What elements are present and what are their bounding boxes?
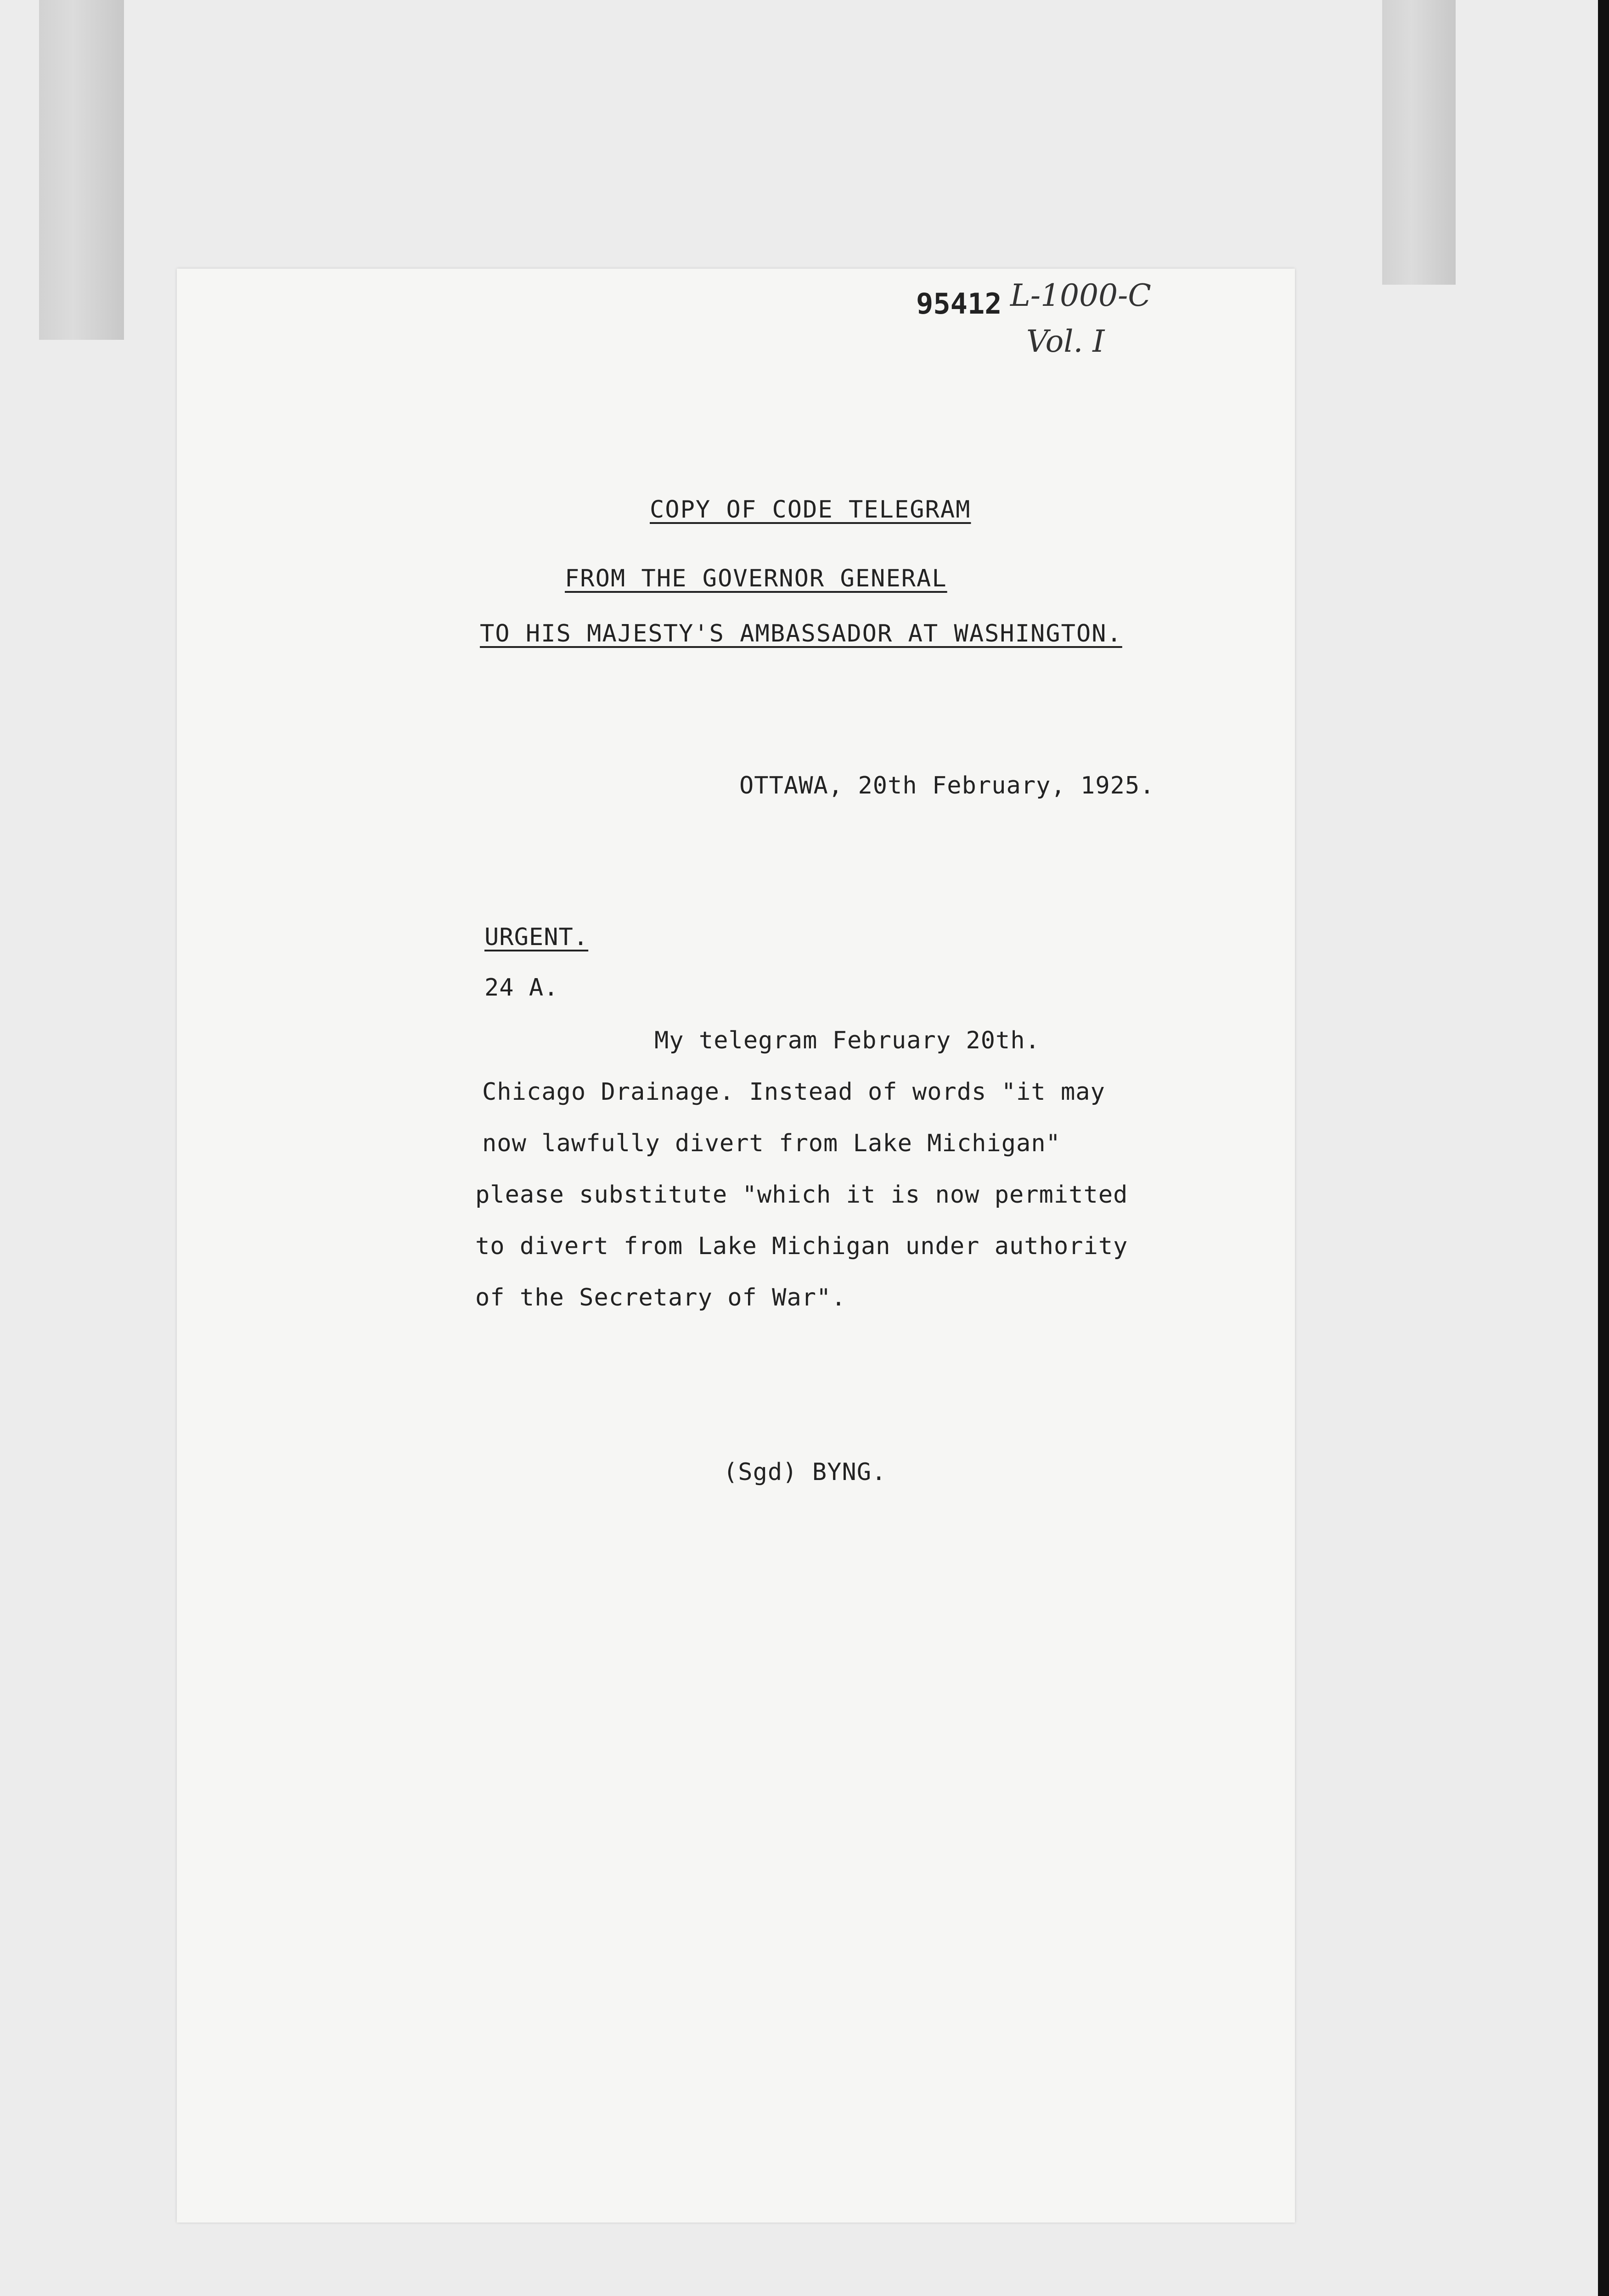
body-line: please substitute "which it is now permitted	[475, 1181, 1128, 1209]
telegram-number: 24 A.	[484, 974, 559, 1002]
body-line: now lawfully divert from Lake Michigan"	[482, 1130, 1061, 1157]
heading-to: TO HIS MAJESTY'S AMBASSADOR AT WASHINGTON.	[480, 620, 1122, 647]
body-line: My telegram February 20th.	[654, 1027, 1040, 1054]
heading-copy-of-code-telegram: COPY OF CODE TELEGRAM	[650, 496, 971, 523]
body-line: to divert from Lake Michigan under authority	[475, 1232, 1128, 1260]
body-line: Chicago Drainage. Instead of words "it may	[482, 1078, 1105, 1106]
body-line: of the Secretary of War".	[475, 1284, 846, 1311]
heading-from: FROM THE GOVERNOR GENERAL	[565, 565, 947, 592]
telegram-page	[177, 269, 1295, 2223]
reference-number: 95412	[916, 287, 1002, 321]
place-date: OTTAWA, 20th February, 1925.	[739, 772, 1155, 799]
signature: (Sgd) BYNG.	[723, 1458, 887, 1486]
priority-marker: URGENT.	[484, 923, 589, 951]
film-border-right	[1598, 0, 1609, 2296]
handwritten-volume: Vol. I	[1026, 324, 1105, 359]
tape-strip-top-right	[1382, 0, 1456, 285]
handwritten-file-ref: L-1000-C	[1010, 278, 1151, 313]
tape-strip-top-left	[39, 0, 124, 340]
